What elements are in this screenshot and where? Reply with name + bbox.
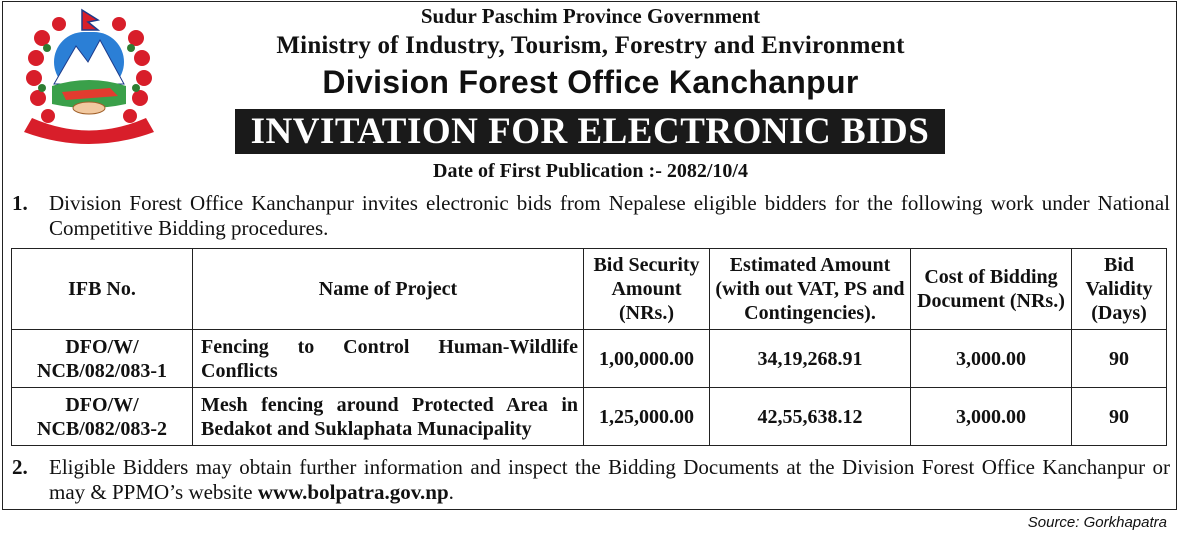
- source-credit: Source: Gorkhapatra: [1027, 514, 1167, 531]
- paragraph-1-text: Division Forest Office Kanchanpur invites electronic bids from Nepalese eligible bidders for the following work under National Competitive Bidding procedures.: [49, 191, 1170, 240]
- paragraph-2-end: .: [448, 480, 454, 504]
- cell-cost-of-document: 3,000.00: [911, 330, 1072, 388]
- col-ifb-no: IFB No.: [12, 249, 193, 330]
- cell-project-name: Fencing to Control Human-Wildlife Conflicts: [193, 330, 584, 388]
- cell-bid-security: 1,00,000.00: [584, 330, 710, 388]
- office-title: Division Forest Office Kanchanpur: [322, 64, 859, 100]
- paragraph-2-text: Eligible Bidders may obtain further information and inspect the Bidding Documents at the Division Forest Office Kanchanpur or may & PPMO’s website: [49, 455, 1170, 504]
- cell-cost-of-document: 3,000.00: [911, 388, 1072, 446]
- cell-ifb-no: DFO/W/ NCB/082/083-1: [12, 330, 193, 388]
- paragraph-2: [12, 455, 1170, 505]
- notice-banner: INVITATION FOR ELECTRONIC BIDS: [235, 109, 945, 154]
- cell-estimated-amount: 34,19,268.91: [710, 330, 911, 388]
- col-bid-security: Bid Security Amount (NRs.): [584, 249, 710, 330]
- bid-table: [11, 248, 1167, 446]
- col-bid-validity: Bid Validity (Days): [1072, 249, 1167, 330]
- cell-bid-validity: 90: [1072, 388, 1167, 446]
- paragraph-1: [12, 191, 1170, 241]
- province-title: Sudur Paschim Province Government: [420, 4, 761, 28]
- paragraph-1-number: 1.: [12, 191, 28, 215]
- col-estimated-amount: Estimated Amount (with out VAT, PS and Contingencies).: [710, 249, 911, 330]
- cell-estimated-amount: 42,55,638.12: [710, 388, 911, 446]
- website-link[interactable]: www.bolpatra.gov.np: [257, 480, 449, 504]
- col-cost-of-document: Cost of Bidding Document (NRs.): [911, 249, 1072, 330]
- table-row: [12, 330, 1167, 388]
- publication-date: Date of First Publication :- 2082/10/4: [433, 160, 748, 182]
- cell-bid-security: 1,25,000.00: [584, 388, 710, 446]
- table-row: [12, 388, 1167, 446]
- paragraph-2-number: 2.: [12, 455, 28, 479]
- cell-bid-validity: 90: [1072, 330, 1167, 388]
- cell-project-name: Mesh fencing around Protected Area in Bedakot and Suklaphata Munacipality: [193, 388, 584, 446]
- cell-ifb-no: DFO/W/ NCB/082/083-2: [12, 388, 193, 446]
- table-header-row: [12, 249, 1167, 330]
- col-project-name: Name of Project: [193, 249, 584, 330]
- paragraph-2-body: [49, 455, 1170, 505]
- ministry-title: Ministry of Industry, Tourism, Forestry and Environment: [276, 32, 905, 59]
